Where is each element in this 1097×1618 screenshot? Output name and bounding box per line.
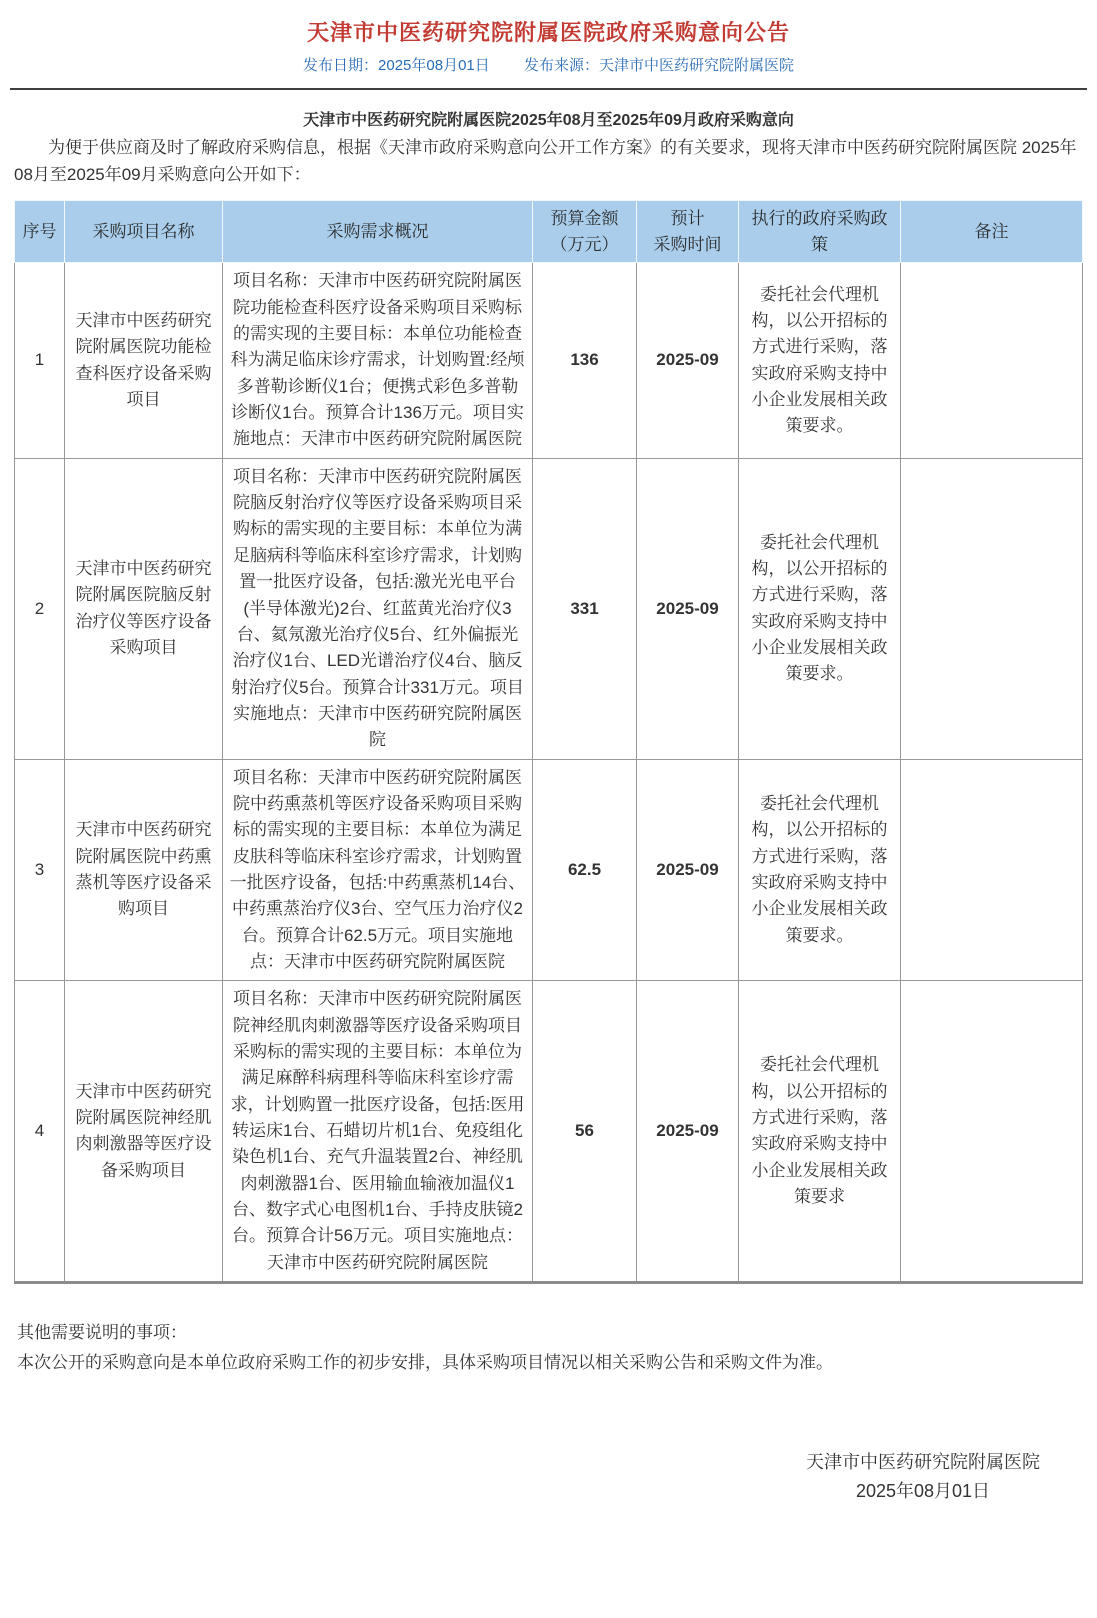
column-header-no: 序号 xyxy=(15,201,65,263)
cell-name-row1: 天津市中医药研究院附属医院功能检查科医疗设备采购项目 xyxy=(65,263,223,458)
notes-title: 其他需要说明的事项： xyxy=(17,1323,187,1343)
column-header-overview: 采购需求概况 xyxy=(223,201,533,263)
cell-policy-row4: 委托社会代理机构，以公开招标的方式进行采购，落实政府采购支持中小企业发展相关政策要求 xyxy=(739,981,901,1283)
cell-overview-row1: 项目名称：天津市中医药研究院附属医院功能检查科医疗设备采购项目采购标的需实现的主要目标：本单位功能检查科为满足临床诊疗需求，计划购置:经颅多普勒诊断仪1台；便携式彩色多普勒诊断仪1台。预算合计136万元。项目实施地点：天津市中医药研究院附属医院 xyxy=(223,263,533,458)
column-header-time: 预计 采购时间 xyxy=(637,201,739,263)
cell-policy-row1: 委托社会代理机构，以公开招标的方式进行采购，落实政府采购支持中小企业发展相关政策要求。 xyxy=(739,263,901,458)
cell-remark-row4 xyxy=(901,981,1083,1283)
column-header-remark: 备注 xyxy=(901,201,1083,263)
cell-remark-row1 xyxy=(901,263,1083,458)
cell-budget-row4: 56 xyxy=(533,981,637,1283)
cell-overview-row2: 项目名称：天津市中医药研究院附属医院脑反射治疗仪等医疗设备采购项目采购标的需实现的主要目标：本单位为满足脑病科等临床科室诊疗需求，计划购置一批医疗设备，包括:激光光电平台(半导体激光)2台、红蓝黄光治疗仪3台、氦氖激光治疗仪5台、红外偏振光治疗仪1台、LED光谱治疗仪4台、脑反射治疗仪5台。预算合计331万元。项目实施地点：天津市中医药研究院附属医院 xyxy=(223,458,533,759)
announcement-page xyxy=(0,16,1097,1547)
cell-overview-row3: 项目名称：天津市中医药研究院附属医院中药熏蒸机等医疗设备采购项目采购标的需实现的主要目标：本单位为满足皮肤科等临床科室诊疗需求，计划购置一批医疗设备，包括:中药熏蒸机14台、中药熏蒸治疗仪3台、空气压力治疗仪2台。预算合计62.5万元。项目实施地点：天津市中医药研究院附属医院 xyxy=(223,759,533,981)
publish-source: 发布来源：天津市中医药研究院附属医院 xyxy=(523,57,794,74)
publish-meta-line xyxy=(14,54,1083,75)
cell-budget-row3: 62.5 xyxy=(533,759,637,981)
cell-no-row2: 2 xyxy=(15,458,65,759)
cell-remark-row3 xyxy=(901,759,1083,981)
column-header-budget: 预算金额 （万元） xyxy=(533,201,637,263)
cell-budget-row1: 136 xyxy=(533,263,637,458)
column-header-name: 采购项目名称 xyxy=(65,201,223,263)
signature-block xyxy=(806,1448,1040,1507)
table-row-2 xyxy=(15,458,1083,759)
header-divider xyxy=(10,88,1087,90)
table-row-3 xyxy=(15,759,1083,981)
cell-policy-row3: 委托社会代理机构，以公开招标的方式进行采购，落实政府采购支持中小企业发展相关政策要求。 xyxy=(739,759,901,981)
signature-org: 天津市中医药研究院附属医院 xyxy=(806,1451,1040,1472)
signature-date: 2025年08月01日 xyxy=(855,1481,991,1502)
cell-remark-row2 xyxy=(901,458,1083,759)
cell-time-row1: 2025-09 xyxy=(637,263,739,458)
procurement-intention-table xyxy=(14,200,1083,1284)
cell-name-row2: 天津市中医药研究院附属医院脑反射治疗仪等医疗设备采购项目 xyxy=(65,458,223,759)
cell-name-row4: 天津市中医药研究院附属医院神经肌肉刺激器等医疗设备采购项目 xyxy=(65,981,223,1283)
cell-no-row3: 3 xyxy=(15,759,65,981)
table-header-row xyxy=(15,201,1083,263)
table-row-4 xyxy=(15,981,1083,1283)
cell-policy-row2: 委托社会代理机构，以公开招标的方式进行采购，落实政府采购支持中小企业发展相关政策要求。 xyxy=(739,458,901,759)
page-title: 天津市中医药研究院附属医院政府采购意向公告 xyxy=(306,20,790,45)
table-row-1 xyxy=(15,263,1083,458)
cell-name-row3: 天津市中医药研究院附属医院中药熏蒸机等医疗设备采购项目 xyxy=(65,759,223,981)
intro-paragraph: 为便于供应商及时了解政府采购信息，根据《天津市政府采购意向公开工作方案》的有关要求，现将天津市中医药研究院附属医院 2025年08月至2025年09月采购意向公开如下： xyxy=(14,138,1077,185)
cell-no-row4: 4 xyxy=(15,981,65,1283)
notes-body: 本次公开的采购意向是本单位政府采购工作的初步安排，具体采购项目情况以相关采购公告和采购文件为准。 xyxy=(17,1353,833,1373)
cell-overview-row4: 项目名称：天津市中医药研究院附属医院神经肌肉刺激器等医疗设备采购项目采购标的需实现的主要目标：本单位为满足麻醉科病理科等临床科室诊疗需求，计划购置一批医疗设备，包括:医用转运床1台、石蜡切片机1台、免疫组化染色机1台、充气升温装置2台、神经肌肉刺激器1台、医用输血输液加温仪1台、数字式心电图机1台、手持皮肤镜2台。预算合计56万元。项目实施地点：天津市中医药研究院附属医院 xyxy=(223,981,533,1283)
cell-budget-row2: 331 xyxy=(533,458,637,759)
cell-no-row1: 1 xyxy=(15,263,65,458)
document-subtitle: 天津市中医药研究院附属医院2025年08月至2025年09月政府采购意向 xyxy=(303,112,794,129)
cell-time-row3: 2025-09 xyxy=(637,759,739,981)
cell-time-row4: 2025-09 xyxy=(637,981,739,1283)
publish-date: 发布日期：2025年08月01日 xyxy=(303,57,490,74)
signature-wrap xyxy=(14,1376,1083,1507)
cell-time-row2: 2025-09 xyxy=(637,458,739,759)
column-header-policy: 执行的政府采购政 策 xyxy=(739,201,901,263)
